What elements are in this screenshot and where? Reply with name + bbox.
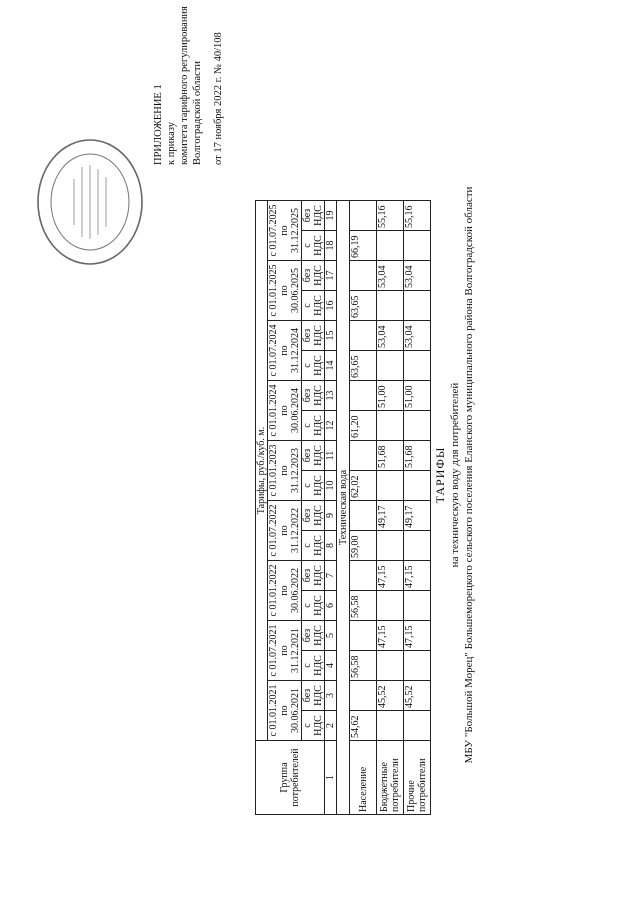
column-number: 11 <box>325 441 337 471</box>
without-vat-header: без НДС <box>302 321 325 351</box>
tariff-cell: 55,16 <box>377 201 404 231</box>
column-number: 14 <box>325 351 337 381</box>
with-vat-header: с НДС <box>302 411 325 441</box>
column-number: 9 <box>325 501 337 531</box>
period-header: с 01.01.2022 по 30.06.2022 <box>268 561 302 621</box>
with-vat-header: с НДС <box>302 471 325 501</box>
with-vat-header: с НДС <box>302 591 325 621</box>
tariff-header: Тарифы, руб./куб. м. <box>256 201 268 741</box>
column-number: 8 <box>325 531 337 561</box>
with-vat-header: с НДС <box>302 531 325 561</box>
vat-row <box>302 201 325 815</box>
tariff-cell: 61,20 <box>350 411 377 441</box>
period-header: с 01.01.2024 по 30.06.2024 <box>268 381 302 441</box>
period-header: с 01.07.2022 по 31.12.2022 <box>268 501 302 561</box>
without-vat-header: без НДС <box>302 261 325 291</box>
annex-title: ПРИЛОЖЕНИЕ 1 <box>153 84 164 165</box>
without-vat-header: без НДС <box>302 381 325 411</box>
document-title: ТАРИФЫ <box>433 446 447 504</box>
tariff-cell <box>350 681 377 711</box>
with-vat-header: с НДС <box>302 231 325 261</box>
tariff-cell: 56,58 <box>350 591 377 621</box>
table-row <box>404 201 431 815</box>
column-number: 2 <box>325 711 337 741</box>
tariff-cell: 53,04 <box>404 321 431 351</box>
column-number: 15 <box>325 321 337 351</box>
organization-line: МБУ "Большой Морец" Большеморецкого сельского поселения Еланского муниципального района Волгоградской области <box>463 186 475 764</box>
tariff-cell: 45,52 <box>404 681 431 711</box>
tariff-cell: 51,00 <box>404 381 431 411</box>
with-vat-header: с НДС <box>302 351 325 381</box>
tariff-cell <box>404 651 431 681</box>
tariff-cell: 66,19 <box>350 231 377 261</box>
tariff-cell: 47,15 <box>377 561 404 591</box>
tariff-cell <box>377 651 404 681</box>
period-row <box>268 201 302 815</box>
tariff-cell <box>350 441 377 471</box>
column-number: 6 <box>325 591 337 621</box>
tariff-cell: 51,68 <box>377 441 404 471</box>
tariff-cell <box>377 591 404 621</box>
tariff-cell <box>404 711 431 741</box>
period-header: с 01.07.2024 по 31.12.2024 <box>268 321 302 381</box>
tariff-cell: 47,15 <box>377 621 404 651</box>
with-vat-header: с НДС <box>302 711 325 741</box>
column-number: 12 <box>325 411 337 441</box>
tariff-cell <box>377 231 404 261</box>
without-vat-header: без НДС <box>302 621 325 651</box>
tariff-cell <box>404 591 431 621</box>
section-header: Техническая вода <box>337 201 350 815</box>
consumer-group-name: Население <box>350 741 377 815</box>
column-number: 19 <box>325 201 337 231</box>
column-number: 5 <box>325 621 337 651</box>
tariff-cell: 51,68 <box>404 441 431 471</box>
tariff-cell: 56,58 <box>350 651 377 681</box>
annex-block <box>152 6 225 165</box>
tariff-cell <box>350 621 377 651</box>
without-vat-header: без НДС <box>302 681 325 711</box>
table-row <box>377 201 404 815</box>
column-number: 10 <box>325 471 337 501</box>
tariff-cell: 49,17 <box>377 501 404 531</box>
column-number: 1 <box>325 741 337 815</box>
column-number: 3 <box>325 681 337 711</box>
annex-line: Волгоградской области <box>192 60 203 165</box>
table-row <box>350 201 377 815</box>
tariff-cell: 45,52 <box>377 681 404 711</box>
tariff-cell: 51,00 <box>377 381 404 411</box>
column-number: 4 <box>325 651 337 681</box>
tariff-cell <box>350 561 377 591</box>
column-number: 18 <box>325 231 337 261</box>
tariff-cell: 62,02 <box>350 471 377 501</box>
tariff-cell <box>350 381 377 411</box>
consumer-group-name: Бюджетные потребители <box>377 741 404 815</box>
annex-line: комитета тарифного регулирования <box>179 6 190 165</box>
tariff-cell <box>404 411 431 441</box>
annex-date: от 17 ноября 2022 г. № 40/108 <box>213 32 224 165</box>
tariff-cell: 47,15 <box>404 621 431 651</box>
tariff-cell: 53,04 <box>377 321 404 351</box>
tariff-cell: 55,16 <box>404 201 431 231</box>
tariff-cell: 63,65 <box>350 291 377 321</box>
tariff-cell: 53,04 <box>377 261 404 291</box>
with-vat-header: с НДС <box>302 651 325 681</box>
annex-line: к приказу <box>166 122 177 165</box>
consumer-group-name: Прочие потребители <box>404 741 431 815</box>
period-header: с 01.01.2021 по 30.06.2021 <box>268 681 302 741</box>
tariff-cell: 47,15 <box>404 561 431 591</box>
official-seal <box>30 127 150 277</box>
without-vat-header: без НДС <box>302 201 325 231</box>
period-header: с 01.07.2025 по 31.12.2025 <box>268 201 302 261</box>
group-header: Группа потребителей <box>256 741 325 815</box>
period-header: с 01.07.2021 по 31.12.2021 <box>268 621 302 681</box>
tariff-cell <box>350 321 377 351</box>
without-vat-header: без НДС <box>302 501 325 531</box>
tariff-cell <box>377 351 404 381</box>
tariff-cell: 49,17 <box>404 501 431 531</box>
tariff-cell <box>404 471 431 501</box>
tariff-cell <box>377 291 404 321</box>
column-number-row <box>325 201 337 815</box>
tariff-cell <box>404 351 431 381</box>
column-number: 7 <box>325 561 337 591</box>
tariff-cell <box>404 231 431 261</box>
tariff-cell <box>377 711 404 741</box>
tariff-cell: 59,00 <box>350 531 377 561</box>
tariff-cell <box>350 501 377 531</box>
tariff-cell <box>377 411 404 441</box>
tariff-table <box>255 200 431 815</box>
document-subtitle: на техническую воду для потребителей <box>449 382 461 568</box>
without-vat-header: без НДС <box>302 441 325 471</box>
with-vat-header: с НДС <box>302 291 325 321</box>
tariff-cell <box>377 531 404 561</box>
column-number: 17 <box>325 261 337 291</box>
period-header: с 01.01.2025 по 30.06.2025 <box>268 261 302 321</box>
tariff-cell <box>377 471 404 501</box>
tariff-cell <box>350 261 377 291</box>
tariff-cell <box>404 291 431 321</box>
tariff-cell <box>350 201 377 231</box>
period-header: с 01.01.2023 по 31.12.2023 <box>268 441 302 501</box>
tariff-cell: 63,65 <box>350 351 377 381</box>
without-vat-header: без НДС <box>302 561 325 591</box>
tariff-cell: 53,04 <box>404 261 431 291</box>
tariff-cell: 54,62 <box>350 711 377 741</box>
tariff-cell <box>404 531 431 561</box>
column-number: 13 <box>325 381 337 411</box>
column-number: 16 <box>325 291 337 321</box>
